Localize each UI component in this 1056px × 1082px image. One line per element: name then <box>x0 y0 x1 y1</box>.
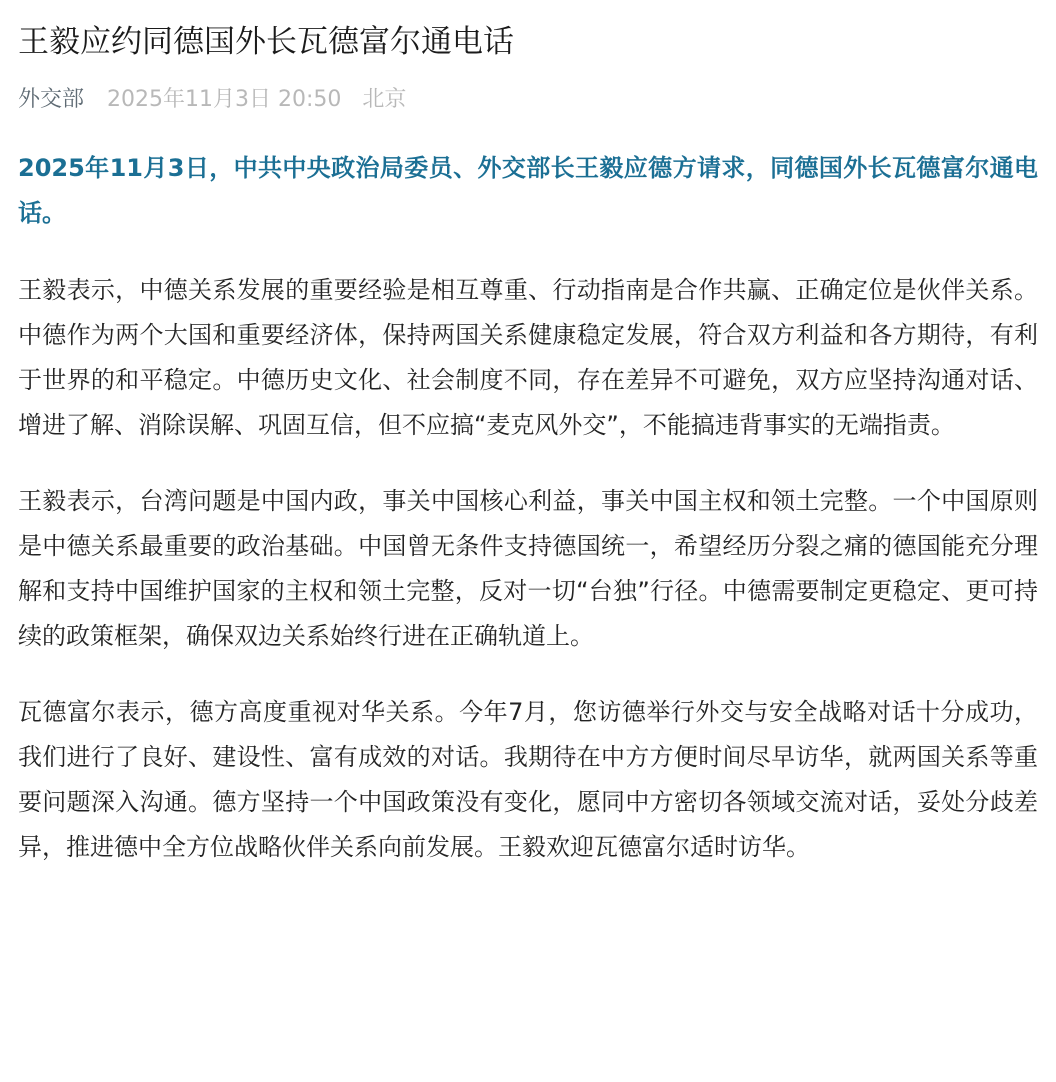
article-lead: 2025年11月3日，中共中央政治局委员、外交部长王毅应德方请求，同德国外长瓦德富尔通电话。 <box>18 154 1038 227</box>
article-paragraph-3: 瓦德富尔表示，德方高度重视对华关系。今年7月，您访德举行外交与安全战略对话十分成功，我们进行了良好、建设性、富有成效的对话。我期待在中方方便时间尽早访华，就两国关系等重要问题深入沟通。德方坚持一个中国政策没有变化，愿同中方密切各领域交流对话，妥处分歧差异，推进德中全方位战略伙伴关系向前发展。王毅欢迎瓦德富尔适时访华。 <box>18 698 1038 861</box>
article-title: 王毅应约同德国外长瓦德富尔通电话 <box>18 24 514 60</box>
article-meta <box>18 80 1038 120</box>
article-paragraph-2: 王毅表示，台湾问题是中国内政，事关中国核心利益，事关中国主权和领土完整。一个中国原则是中德关系最重要的政治基础。中国曾无条件支持德国统一，希望经历分裂之痛的德国能充分理解和支持中国维护国家的主权和领土完整，反对一切“台独”行径。中德需要制定更稳定、更可持续的政策框架，确保双边关系始终行进在正确轨道上。 <box>18 487 1038 650</box>
article-paragraph-1: 王毅表示，中德关系发展的重要经验是相互尊重、行动指南是合作共赢、正确定位是伙伴关系。中德作为两个大国和重要经济体，保持两国关系健康稳定发展，符合双方利益和各方期待，有利于世界的和平稳定。中德历史文化、社会制度不同，存在差异不可避免，双方应坚持沟通对话、增进了解、消除误解、巩固互信，但不应搞“麦克风外交”，不能搞违背事实的无端指责。 <box>18 276 1038 439</box>
article-datetime: 2025年11月3日 20:50 <box>107 87 342 112</box>
article-location: 北京 <box>362 87 407 112</box>
article-source[interactable]: 外交部 <box>18 87 85 112</box>
